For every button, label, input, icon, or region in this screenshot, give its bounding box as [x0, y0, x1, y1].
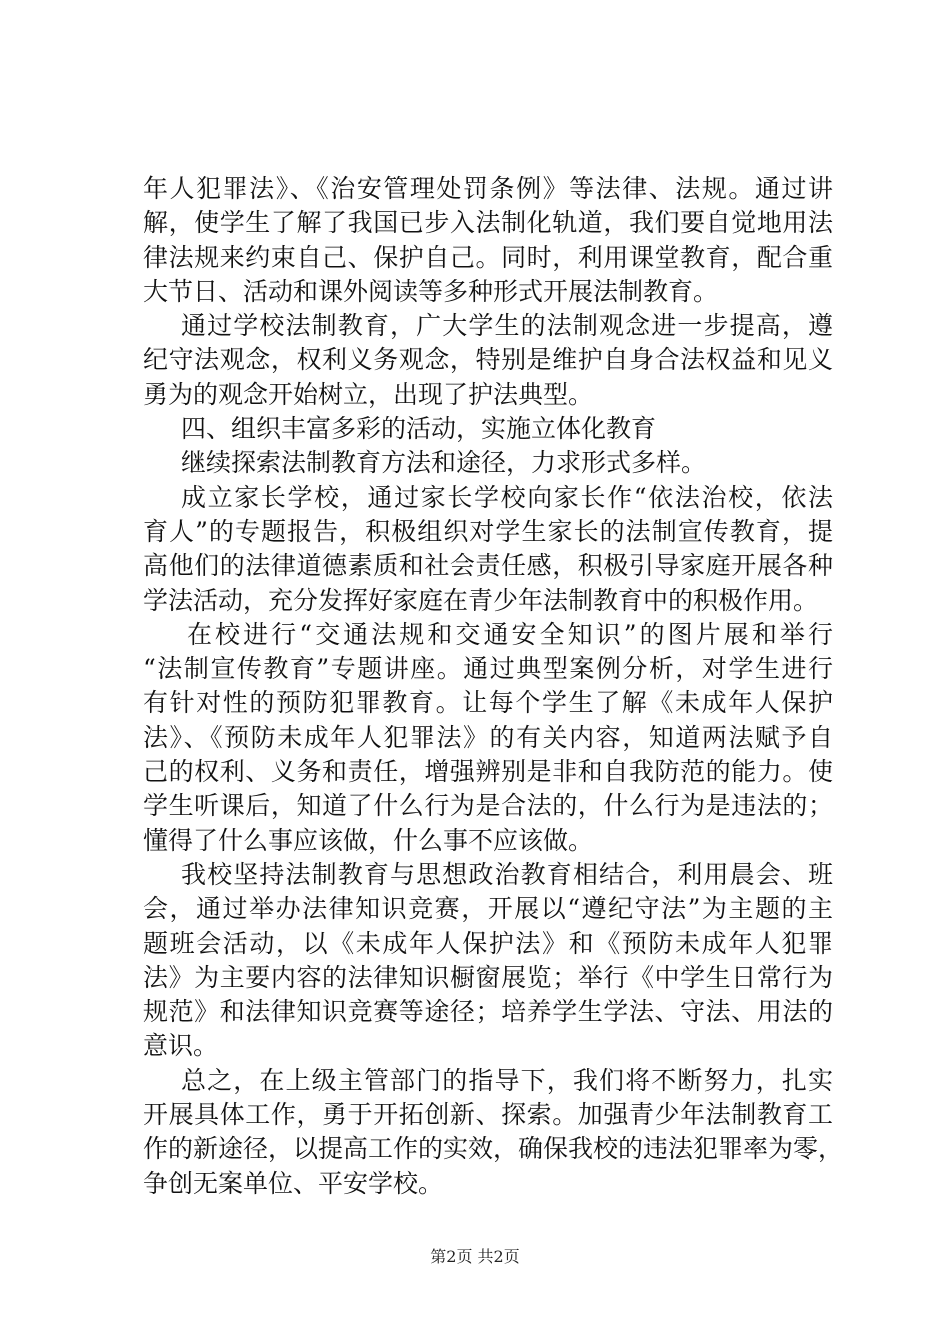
- text-line: 高他们的法律道德素质和社会责任感，积极引导家庭开展各种: [143, 551, 833, 581]
- text-line: 解，使学生了解了我国已步入法制化轨道，我们要自觉地用法: [143, 208, 833, 238]
- text-line: 己的权利、义务和责任，增强辨别是非和自我防范的能力。使: [143, 757, 833, 787]
- text-line: 作的新途径，以提高工作的实效，确保我校的违法犯罪率为零，: [143, 1134, 844, 1164]
- text-line: 纪守法观念，权利义务观念，特别是维护自身合法权益和见义: [143, 345, 833, 375]
- text-line: 懂得了什么事应该做，什么事不应该做。: [143, 825, 594, 855]
- text-line: 律法规来约束自己、保护自己。同时，利用课堂教育，配合重: [143, 242, 833, 272]
- text-line: 争创无案单位、平安学校。: [143, 1168, 444, 1198]
- text-line: 勇为的观念开始树立，出现了护法典型。: [143, 379, 594, 409]
- text-line: “法制宣传教育”专题讲座。通过典型案例分析，对学生进行: [143, 654, 833, 684]
- text-line: 法》为主要内容的法律知识橱窗展览；举行《中学生日常行为: [143, 962, 833, 992]
- text-line: 有针对性的预防犯罪教育。让每个学生了解《未成年人保护: [143, 688, 833, 718]
- text-line: 大节日、活动和课外阅读等多种形式开展法制教育。: [143, 276, 719, 306]
- text-line: 开展具体工作，勇于开拓创新、探索。加强青少年法制教育工: [143, 1100, 833, 1130]
- text-line: 学生听课后，知道了什么行为是合法的，什么行为是违法的；: [143, 791, 833, 821]
- text-line: 题班会活动，以《未成年人保护法》和《预防未成年人犯罪: [143, 928, 833, 958]
- section-heading: 四、组织丰富多彩的活动，实施立体化教育: [181, 414, 657, 444]
- text-line: 年人犯罪法》、《治安管理处罚条例》等法律、法规。通过讲: [143, 174, 833, 203]
- text-line: 意识。: [143, 1031, 219, 1061]
- text-line: 成立家长学校，通过家长学校向家长作“依法治校，依法: [181, 482, 833, 512]
- text-line: 法》、《预防未成年人犯罪法》的有关内容，知道两法赋予自: [143, 722, 833, 752]
- page-number-footer: 第2页 共2页: [430, 1247, 520, 1266]
- text-line: 继续探索法制教育方法和途径，力求形式多样。: [181, 448, 707, 478]
- document-body: [143, 172, 844, 1201]
- text-line: 规范》和法律知识竞赛等途径；培养学生学法、守法、用法的: [143, 997, 833, 1027]
- text-line: 在校进行“交通法规和交通安全知识”的图片展和举行: [187, 619, 833, 649]
- text-line: 通过学校法制教育，广大学生的法制观念进一步提高，遵: [181, 311, 833, 341]
- text-line: 学法活动，充分发挥好家庭在青少年法制教育中的积极作用。: [143, 585, 819, 615]
- text-line: 我校坚持法制教育与思想政治教育相结合，利用晨会、班: [181, 859, 833, 889]
- text-line: 会，通过举办法律知识竞赛，开展以“遵纪守法”为主题的主: [143, 894, 833, 924]
- text-line: 总之，在上级主管部门的指导下，我们将不断努力，扎实: [181, 1065, 833, 1095]
- text-line: 育人”的专题报告，积极组织对学生家长的法制宣传教育，提: [143, 516, 833, 546]
